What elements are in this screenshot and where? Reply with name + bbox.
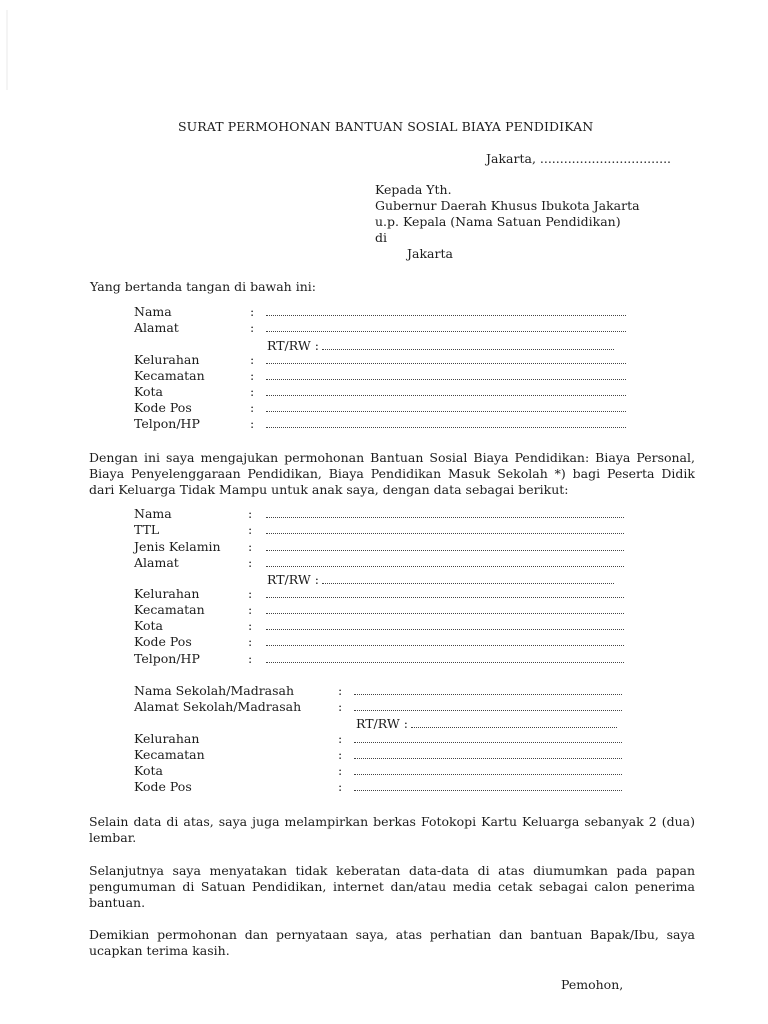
field-label: RT/RW : bbox=[356, 716, 408, 731]
fill-line[interactable] bbox=[266, 315, 626, 316]
field-colon: : bbox=[248, 506, 253, 521]
field-colon: : bbox=[338, 683, 343, 698]
applicant-kodepos-row bbox=[134, 400, 626, 416]
recipient-line: di bbox=[375, 230, 387, 245]
field-label: Alamat bbox=[134, 555, 179, 570]
field-label: Alamat Sekolah/Madrasah bbox=[134, 699, 302, 714]
field-label: Alamat bbox=[134, 320, 179, 335]
field-label: Jenis Kelamin bbox=[134, 539, 221, 554]
applicant-kecamatan-row bbox=[134, 368, 626, 384]
field-colon: : bbox=[338, 731, 343, 746]
recipient-block bbox=[375, 182, 640, 262]
field-label: Kode Pos bbox=[134, 634, 192, 649]
student-jenis-kelamin-row bbox=[134, 539, 624, 555]
field-colon: : bbox=[248, 539, 253, 554]
fill-line[interactable] bbox=[266, 662, 624, 663]
field-label: RT/RW : bbox=[267, 338, 319, 353]
fill-line[interactable] bbox=[266, 411, 626, 412]
field-label: Nama Sekolah/Madrasah bbox=[134, 683, 295, 698]
field-label: RT/RW : bbox=[267, 572, 319, 587]
field-label: Kode Pos bbox=[134, 400, 192, 415]
field-colon: : bbox=[248, 586, 253, 601]
school-kecamatan-row bbox=[134, 747, 622, 763]
field-colon: : bbox=[250, 320, 255, 335]
school-kodepos-row bbox=[134, 779, 622, 795]
intro-text: Yang bertanda tangan di bawah ini: bbox=[90, 279, 316, 294]
fill-line[interactable] bbox=[266, 613, 624, 614]
applicant-nama-row bbox=[134, 304, 626, 320]
field-colon: : bbox=[248, 634, 253, 649]
signature-label: Pemohon, bbox=[561, 977, 624, 992]
letter-title: SURAT PERMOHONAN BANTUAN SOSIAL BIAYA PENDIDIKAN bbox=[178, 119, 594, 134]
applicant-kota-row bbox=[134, 384, 626, 400]
fill-line[interactable] bbox=[266, 645, 624, 646]
field-label: Nama bbox=[134, 506, 172, 521]
recipient-line: Gubernur Daerah Khusus Ibukota Jakarta bbox=[375, 198, 640, 213]
applicant-kelurahan-row bbox=[134, 352, 626, 368]
recipient-line: Jakarta bbox=[407, 246, 453, 261]
school-kota-row bbox=[134, 763, 622, 779]
field-colon: : bbox=[248, 618, 253, 633]
field-label: Kecamatan bbox=[134, 368, 205, 383]
fill-line[interactable] bbox=[266, 597, 624, 598]
field-colon: : bbox=[250, 352, 255, 367]
fill-line[interactable] bbox=[411, 727, 617, 728]
student-kelurahan-row bbox=[134, 586, 624, 602]
field-colon: : bbox=[338, 699, 343, 714]
field-colon: : bbox=[248, 555, 253, 570]
field-colon: : bbox=[248, 651, 253, 666]
fill-line[interactable] bbox=[266, 363, 626, 364]
field-label: Kelurahan bbox=[134, 352, 200, 367]
fill-line[interactable] bbox=[266, 395, 626, 396]
fill-line[interactable] bbox=[266, 566, 624, 567]
field-colon: : bbox=[250, 400, 255, 415]
school-nama-row bbox=[134, 683, 622, 699]
student-alamat-row bbox=[134, 555, 624, 571]
field-colon: : bbox=[250, 384, 255, 399]
fill-line[interactable] bbox=[354, 742, 622, 743]
place-date: Jakarta, ................................. bbox=[486, 151, 672, 166]
student-kota-row bbox=[134, 618, 624, 634]
fill-line[interactable] bbox=[354, 758, 622, 759]
field-label: Telpon/HP bbox=[134, 651, 200, 666]
applicant-alamat-row bbox=[134, 320, 626, 336]
field-colon: : bbox=[338, 779, 343, 794]
recipient-line: u.p. Kepala (Nama Satuan Pendidikan) bbox=[375, 214, 621, 229]
student-ttl-row bbox=[134, 522, 624, 538]
closing-paragraph: Demikian permohonan dan pernyataan saya, atas perhatian dan bantuan Bapak/Ibu, saya ucapkan terima kasih. bbox=[89, 927, 695, 958]
attachment-paragraph: Selain data di atas, saya juga melampirkan berkas Fotokopi Kartu Keluarga sebanyak 2 (dua) lembar. bbox=[89, 814, 695, 845]
school-kelurahan-row bbox=[134, 731, 622, 747]
fill-line[interactable] bbox=[266, 533, 624, 534]
student-kodepos-row bbox=[134, 634, 624, 650]
student-kecamatan-row bbox=[134, 602, 624, 618]
field-label: Kelurahan bbox=[134, 731, 200, 746]
fill-line[interactable] bbox=[266, 331, 626, 332]
fill-line[interactable] bbox=[266, 379, 626, 380]
fill-line[interactable] bbox=[354, 774, 622, 775]
recipient-line: Kepada Yth. bbox=[375, 182, 452, 197]
field-colon: : bbox=[338, 763, 343, 778]
applicant-telpon-row bbox=[134, 416, 626, 432]
field-label: Kelurahan bbox=[134, 586, 200, 601]
request-paragraph: Dengan ini saya mengajukan permohonan Bantuan Sosial Biaya Pendidikan: Biaya Personal, Biaya Penyelenggaraan Pendidikan, Biaya Pendidikan Masuk Sekolah *) bagi Peserta Didik dari Keluarga Tidak Mampu untuk anak saya, dengan data sebagai berikut: bbox=[89, 450, 695, 497]
school-rtrw-row bbox=[356, 716, 617, 732]
field-colon: : bbox=[250, 368, 255, 383]
fill-line[interactable] bbox=[322, 349, 614, 350]
fill-line[interactable] bbox=[354, 694, 622, 695]
field-label: Nama bbox=[134, 304, 172, 319]
field-colon: : bbox=[250, 304, 255, 319]
field-colon: : bbox=[248, 522, 253, 537]
field-label: Kota bbox=[134, 763, 164, 778]
student-telpon-row bbox=[134, 651, 624, 667]
field-label: Kode Pos bbox=[134, 779, 192, 794]
fill-line[interactable] bbox=[354, 710, 622, 711]
consent-paragraph: Selanjutnya saya menyatakan tidak keberatan data-data di atas diumumkan pada papan pengumuman di Satuan Pendidikan, internet dan/atau media cetak sebagai calon penerima bantuan. bbox=[89, 863, 695, 910]
field-label: Kota bbox=[134, 384, 164, 399]
fill-line[interactable] bbox=[322, 583, 614, 584]
field-colon: : bbox=[248, 602, 253, 617]
field-label: Kecamatan bbox=[134, 602, 205, 617]
school-alamat-row bbox=[134, 699, 622, 715]
fill-line[interactable] bbox=[266, 629, 624, 630]
fill-line[interactable] bbox=[266, 427, 626, 428]
fill-line[interactable] bbox=[354, 790, 622, 791]
scan-artifact bbox=[6, 10, 8, 90]
fill-line[interactable] bbox=[266, 550, 624, 551]
student-nama-row bbox=[134, 506, 624, 522]
field-label: Kota bbox=[134, 618, 164, 633]
field-label: TTL bbox=[134, 522, 160, 537]
field-colon: : bbox=[250, 416, 255, 431]
fill-line[interactable] bbox=[266, 517, 624, 518]
field-label: Telpon/HP bbox=[134, 416, 200, 431]
field-colon: : bbox=[338, 747, 343, 762]
field-label: Kecamatan bbox=[134, 747, 205, 762]
